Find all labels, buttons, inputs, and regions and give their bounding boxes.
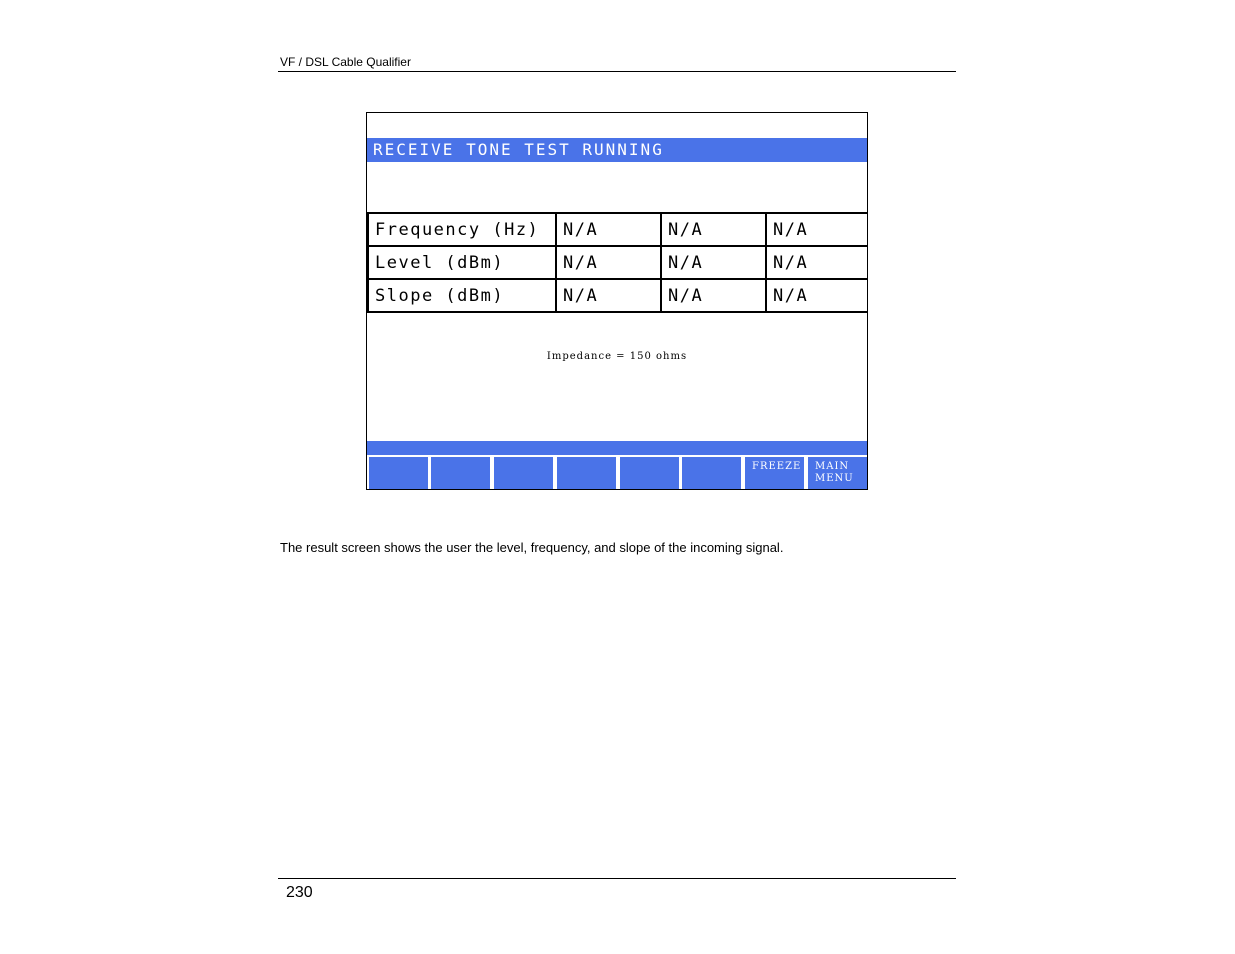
footer-divider xyxy=(278,878,956,879)
softkey-2[interactable] xyxy=(431,457,490,489)
table-row xyxy=(368,213,868,246)
softkey-1[interactable] xyxy=(369,457,428,489)
impedance-readout: Impedance = 150 ohms xyxy=(546,351,688,362)
status-bar xyxy=(367,441,867,455)
header-divider xyxy=(278,71,956,72)
result-value: N/A xyxy=(556,279,661,312)
result-value: N/A xyxy=(766,213,868,246)
table-row xyxy=(368,279,868,312)
freeze-button[interactable]: FREEZE xyxy=(745,457,804,489)
device-screen xyxy=(366,112,868,490)
result-value: N/A xyxy=(661,246,766,279)
result-value: N/A xyxy=(766,279,868,312)
result-value: N/A xyxy=(661,213,766,246)
result-value: N/A xyxy=(661,279,766,312)
softkey-row xyxy=(367,457,867,489)
softkey-4[interactable] xyxy=(557,457,616,489)
row-label-level: Level (dBm) xyxy=(368,246,556,279)
softkey-6[interactable] xyxy=(682,457,741,489)
softkey-3[interactable] xyxy=(494,457,553,489)
result-value: N/A xyxy=(556,213,661,246)
screen-title: RECEIVE TONE TEST RUNNING xyxy=(367,138,867,162)
row-label-slope: Slope (dBm) xyxy=(368,279,556,312)
result-value: N/A xyxy=(556,246,661,279)
table-row xyxy=(368,246,868,279)
result-value: N/A xyxy=(766,246,868,279)
body-paragraph: The result screen shows the user the level, frequency, and slope of the incoming signal. xyxy=(280,540,784,555)
page-header-title: VF / DSL Cable Qualifier xyxy=(280,55,411,69)
softkey-5[interactable] xyxy=(620,457,679,489)
row-label-frequency: Frequency (Hz) xyxy=(368,213,556,246)
main-menu-button[interactable]: MAIN MENU xyxy=(808,457,867,489)
page-number: 230 xyxy=(286,884,313,901)
results-table xyxy=(367,212,868,313)
